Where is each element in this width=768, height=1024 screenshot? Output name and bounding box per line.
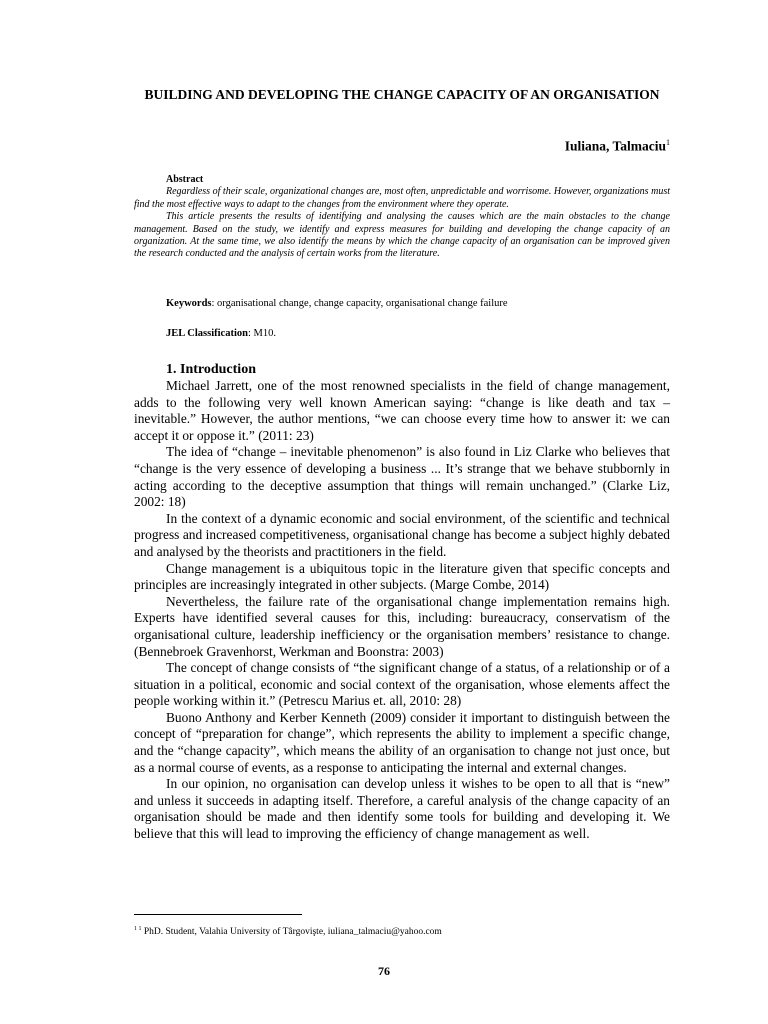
author-footnote-mark: 1 [666,138,670,147]
abstract-heading: Abstract [166,174,204,185]
abstract-paragraph: This article presents the results of identifying and analysing the causes which are the main obstacles to the change management. Based on the study, we identify and express measures for building and developing the change capacity of an organization. At the same time, we also identify the means by which the change capacity of an organisation can be improved given the research conducted and the analysis of certain works from the literature. [134,211,670,260]
keywords-line [134,297,670,310]
author-line [134,138,670,155]
jel-label: JEL Classification [166,328,248,339]
keywords-text: : organisational change, change capacity, organisational change failure [211,298,508,309]
body-paragraph: Buono Anthony and Kerber Kenneth (2009) consider it important to distinguish between the concept of “preparation for change”, which represents the ability to implement a specific change, and the “change capacity”, which means the ability of an organisation to change not just once, but as a normal course of events, as a response to anticipating the internal and external changes. [134,709,670,775]
section-body [134,378,670,843]
page-number: 76 [378,964,390,978]
body-paragraph: The idea of “change – inevitable phenomenon” is also found in Liz Clarke who believes that “change is the very essence of developing a business ... It’s strange that we behave stubbornly in acting according to the deceptive assumption that things will remain unchanged.” (Clarke Liz, 2002: 18) [134,444,670,510]
footnote [134,923,442,938]
keywords-label: Keywords [166,298,212,309]
jel-text: : M10. [247,328,276,339]
abstract-block [134,174,670,261]
body-paragraph: The concept of change consists of “the significant change of a status, of a relationship or of a situation in a political, economic and social context of the organisation, whose elements affect the people working within it.” (Petrescu Marius et. all, 2010: 28) [134,660,670,709]
abstract-paragraph: Regardless of their scale, organizational changes are, most often, unpredictable and worrisome. However, organizations must find the most effective ways to adapt to the changes from the environment where they operate. [134,186,670,210]
body-paragraph: Nevertheless, the failure rate of the organisational change implementation remains high. Experts have identified several causes for this, including: bureaucracy, conservatism of the organisational culture, leadership inefficiency or the organisation members’ resistance to change. (Bennebroek Gravenhorst, Werkman and Boonstra: 2003) [134,593,670,659]
section-heading: 1. Introduction [166,362,256,377]
paper-title: BUILDING AND DEVELOPING THE CHANGE CAPACITY OF AN ORGANISATION [144,87,660,102]
footnote-divider [134,914,302,915]
body-paragraph: Change management is a ubiquitous topic in the literature given that specific concepts and principles are increasingly integrated in other subjects. (Marge Combe, 2014) [134,560,670,593]
body-paragraph: In our opinion, no organisation can develop unless it wishes to be open to all that is “new” and unless it succeeds in adapting itself. Therefore, a careful analysis of the change capacity of an organisation should be made and then identify some tools for building and developing it. We believe that this will lead to improving the efficiency of change management as well. [134,776,670,842]
footnote-text: PhD. Student, Valahia University of Târgovişte, iuliana_talmaciu@yahoo.com [141,927,442,938]
author-name: Iuliana, Talmaciu [564,138,666,154]
jel-line [134,327,670,340]
body-paragraph: In the context of a dynamic economic and social environment, of the scientific and technical progress and increased competitiveness, organisational change has become a subject highly debated and analysed by the theorists and practitioners in the field. [134,510,670,559]
footnote-mark: 1 1 [134,926,142,932]
body-paragraph: Michael Jarrett, one of the most renowned specialists in the field of change management, adds to the following very well known American saying: “change is like death and tax – inevitable.” However, the author mentions, “we can choose every time how to answer it: we can accept it or oppose it.” (2011: 23) [134,378,670,443]
